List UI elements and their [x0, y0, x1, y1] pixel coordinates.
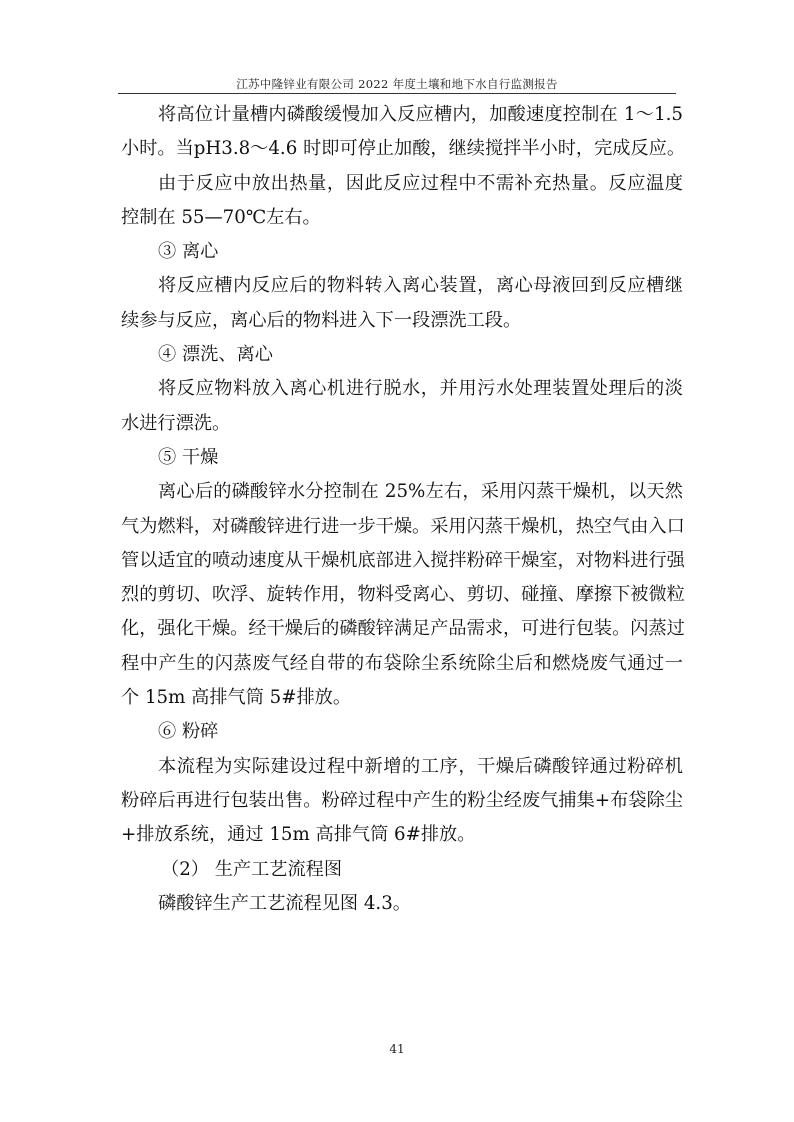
- page-number: 41: [389, 1042, 405, 1056]
- paragraph-line: 化，强化干燥。经干燥后的磷酸锌满足产品需求，可进行包装。闪蒸过: [121, 618, 685, 640]
- paragraph-line: +排放系统，通过 15m 高排气筒 6#排放。: [121, 824, 476, 846]
- section-heading-process-flow: （2） 生产工艺流程图: [161, 858, 343, 880]
- running-header: 江苏中隆锌业有限公司 2022 年度土壤和地下水自行监测报告: [236, 77, 558, 91]
- paragraph-line: 烈的剪切、吹浮、旋转作用，物料受离心、剪切、碰撞、摩擦下被微粒: [121, 584, 685, 606]
- paragraph-line: 将高位计量槽内磷酸缓慢加入反应槽内，加酸速度控制在 1～1.5: [158, 104, 683, 125]
- paragraph-line: 气为燃料，对磷酸锌进行进一步干燥。采用闪蒸干燥机，热空气由入口: [121, 515, 685, 537]
- paragraph-line: 本流程为实际建设过程中新增的工序，干燥后磷酸锌通过粉碎机: [158, 755, 683, 777]
- paragraph-line: 由于反应中放出热量，因此反应过程中不需补充热量。反应温度: [158, 172, 683, 194]
- section-heading-centrifuge: ③ 离心: [158, 241, 219, 263]
- paragraph-line: 将反应物料放入离心机进行脱水，并用污水处理装置处理后的淡: [158, 378, 683, 400]
- section-heading-crushing: ⑥ 粉碎: [158, 721, 219, 743]
- paragraph-line: 程中产生的闪蒸废气经自带的布袋除尘系统除尘后和燃烧废气通过一: [121, 652, 683, 674]
- paragraph-line: 个 15m 高排气筒 5#排放。: [121, 687, 352, 709]
- paragraph-line: 水进行漂洗。: [121, 412, 231, 434]
- paragraph-line: 续参与反应，离心后的物料进入下一段漂洗工段。: [121, 309, 522, 331]
- paragraph-line: 管以适宜的喷动速度从干燥机底部进入搅拌粉碎干燥室，对物料进行强: [121, 549, 685, 571]
- section-heading-rinse-centrifuge: ④ 漂洗、离心: [158, 344, 273, 366]
- header-divider: [118, 93, 676, 94]
- body-text: [121, 98, 686, 921]
- paragraph-line: 小时。当pH3.8～4.6 时即可停止加酸，继续搅拌半小时，完成反应。: [121, 138, 686, 160]
- paragraph-line: 将反应槽内反应后的物料转入离心装置，离心母液回到反应槽继: [158, 275, 683, 297]
- section-heading-drying: ⑤ 干燥: [158, 446, 219, 468]
- paragraph-line: 粉碎后再进行包装出售。粉碎过程中产生的粉尘经废气捕集+布袋除尘: [121, 789, 683, 811]
- paragraph-line: 控制在 55—70℃左右。: [121, 206, 321, 228]
- paragraph-line: 离心后的磷酸锌水分控制在 25%左右，采用闪蒸干燥机，以天然: [158, 481, 683, 503]
- paragraph-line: 磷酸锌生产工艺流程见图 4.3。: [158, 892, 411, 914]
